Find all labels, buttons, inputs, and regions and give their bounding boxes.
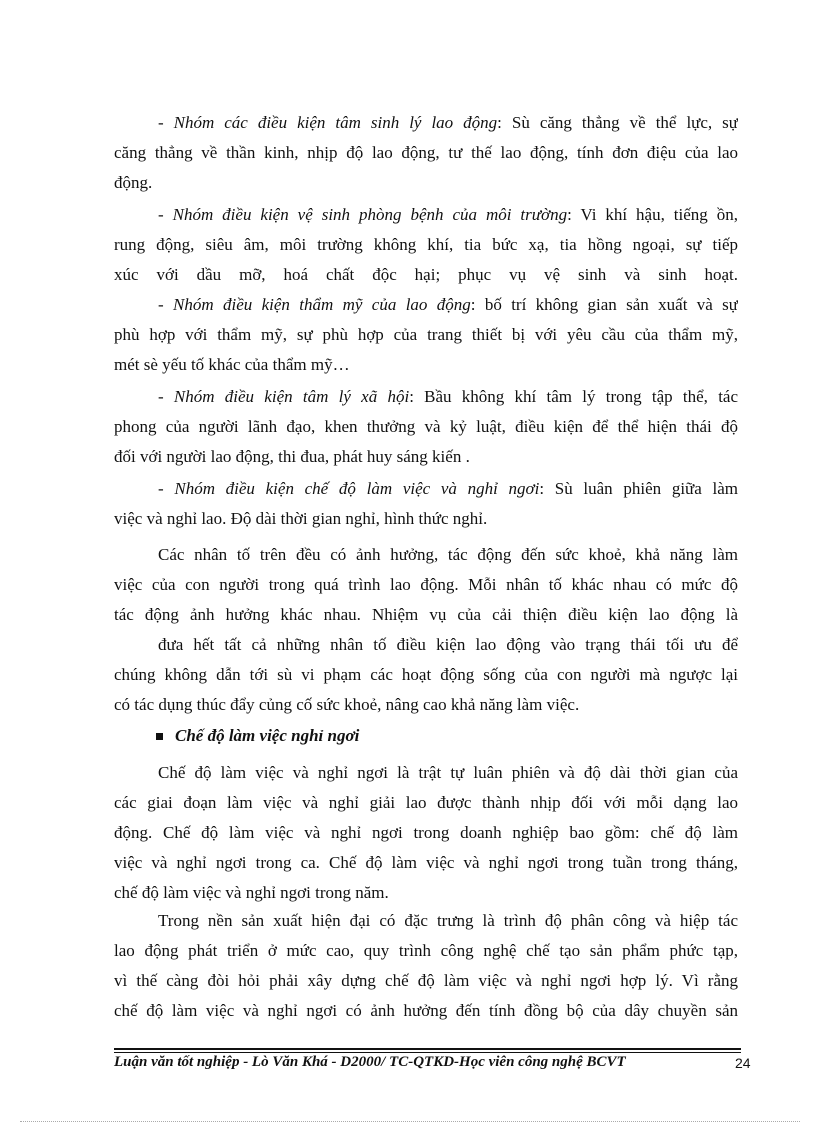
paragraph-line: động. Chế độ làm việc và nghỉ ngơi trong doanh nghiệp bao gồm: chế độ làm	[114, 823, 738, 842]
paragraph-nhan-to	[114, 540, 738, 630]
paragraph-tham-my	[114, 290, 738, 380]
paragraph-line: phù hợp với thẩm mỹ, sự phù hợp của trang thiết bị với yêu cầu của thẩm mỹ,	[114, 325, 738, 344]
paragraph-line: căng thẳng về thần kinh, nhịp độ lao động, tư thế lao động, tính đơn điệu của lao	[114, 143, 738, 162]
italic-lead: - Nhóm điều kiện thẩm mỹ của lao động	[158, 295, 471, 314]
paragraph-line: chúng không dẫn tới sù vi phạm các hoạt động sống của con người mà ngược lại	[114, 665, 738, 684]
paragraph-line: mét sè yếu tố khác của thẩm mỹ…	[114, 355, 350, 374]
paragraph-line: đối với người lao động, thi đua, phát huy sáng kiến .	[114, 447, 470, 466]
square-bullet-icon	[156, 733, 163, 740]
paragraph-line: - Nhóm các điều kiện tâm sinh lý lao động: Sù căng thẳng về thể lực, sự	[158, 113, 738, 132]
section-heading	[156, 724, 359, 748]
paragraph-line: - Nhóm điều kiện chế độ làm việc và nghỉ ngơi: Sù luân phiên giữa làm	[158, 479, 738, 498]
paragraph-line: chế độ làm việc và nghỉ ngơi có ảnh hưởng đến tính đồng bộ của dây chuyền sản	[114, 1001, 738, 1020]
page-number: 24	[735, 1055, 751, 1071]
italic-lead: - Nhóm các điều kiện tâm sinh lý lao động	[158, 113, 498, 132]
paragraph-toi-uu	[114, 630, 738, 720]
section-heading-label: Chế độ làm việc nghỉ ngơi	[175, 726, 360, 745]
paragraph-line: Các nhân tố trên đều có ảnh hưởng, tác động đến sức khoẻ, khả năng làm	[158, 545, 738, 564]
paragraph-line: tác động ảnh hưởng khác nhau. Nhiệm vụ của cải thiện điều kiện lao động là	[114, 605, 738, 624]
footer-rule	[114, 1048, 741, 1050]
italic-lead: - Nhóm điều kiện tâm lý xã hội	[158, 387, 410, 406]
footer-text: Luận văn tốt nghiệp - Lò Văn Khá - D2000/ TC-QTKD-Học viên công nghệ BCVT	[114, 1054, 626, 1070]
paragraph-line: có tác dụng thúc đẩy củng cố sức khoẻ, nâng cao khả năng làm việc.	[114, 695, 580, 714]
paragraph-san-xuat	[114, 906, 738, 1026]
paragraph-line: động.	[114, 173, 153, 192]
paragraph-tam-sinh-ly	[114, 108, 738, 198]
paragraph-line: rung động, siêu âm, môi trường không khí, tia bức xạ, tia hồng ngoại, sự tiếp	[114, 235, 738, 254]
paragraph-line: đưa hết tất cả những nhân tố điều kiện lao động vào trạng thái tối ưu để	[158, 635, 738, 654]
paragraph-line: phong của người lãnh đạo, khen thưởng và kỷ luật, điều kiện để thể hiện thái độ	[114, 417, 738, 436]
paragraph-line: việc và nghỉ lao. Độ dài thời gian nghỉ, hình thức nghỉ.	[114, 509, 488, 528]
paragraph-line: - Nhóm điều kiện tâm lý xã hội: Bầu không khí tâm lý trong tập thể, tác	[158, 387, 738, 406]
footer-rule	[114, 1052, 741, 1053]
italic-lead: - Nhóm điều kiện chế độ làm việc và nghỉ ngơi	[158, 479, 540, 498]
paragraph-line: việc của con người trong quá trình lao động. Mỗi nhân tố khác nhau có mức độ	[114, 575, 738, 594]
italic-lead: - Nhóm điều kiện vệ sinh phòng bệnh của môi trường	[158, 205, 568, 224]
paragraph-line: Chế độ làm việc và nghỉ ngơi là trật tự luân phiên và độ dài thời gian của	[158, 763, 738, 782]
page-border-dots	[20, 1121, 800, 1122]
paragraph-line: việc và nghỉ ngơi trong ca. Chế độ làm việc và nghỉ ngơi trong tuần trong tháng,	[114, 853, 738, 872]
paragraph-line: - Nhóm điều kiện vệ sinh phòng bệnh của môi trường: Vi khí hậu, tiếng ồn,	[158, 205, 738, 224]
paragraph-dinh-nghia	[114, 758, 738, 908]
paragraph-line: các giai đoạn làm việc và nghỉ giải lao được thành nhịp đối với mỗi dạng lao	[114, 793, 738, 812]
paragraph-tam-ly-xa-hoi	[114, 382, 738, 472]
paragraph-line: Trong nền sản xuất hiện đại có đặc trưng là trình độ phân công và hiệp tác	[158, 911, 738, 930]
paragraph-line: - Nhóm điều kiện thẩm mỹ của lao động: bố trí không gian sản xuất và sự	[158, 295, 738, 314]
paragraph-line: chế độ làm việc và nghỉ ngơi trong năm.	[114, 883, 389, 902]
paragraph-line: xúc với dầu mỡ, hoá chất độc hại; phục vụ vệ sinh và sinh hoạt.	[114, 265, 738, 284]
paragraph-che-do	[114, 474, 738, 534]
paragraph-line: lao động phát triển ở mức cao, quy trình công nghệ chế tạo sản phẩm phức tạp,	[114, 941, 738, 960]
paragraph-ve-sinh	[114, 200, 738, 290]
paragraph-line: vì thế càng đòi hỏi phải xây dựng chế độ làm việc và nghỉ ngơi hợp lý. Vì rằng	[114, 971, 738, 990]
